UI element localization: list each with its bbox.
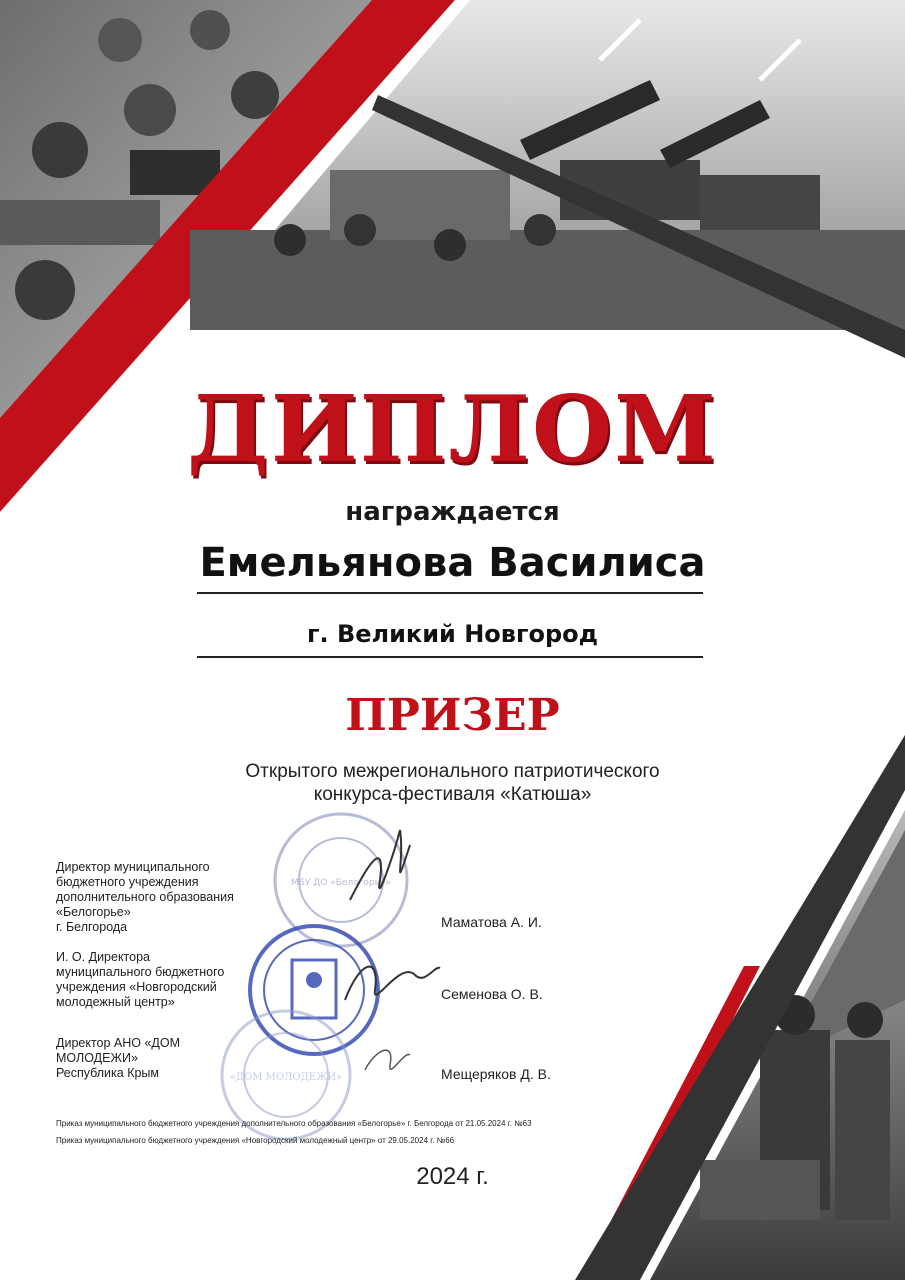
official-seal: [275, 814, 407, 946]
position-line: молодежный центр»: [56, 995, 175, 1009]
signatory-name: Маматова А. И.: [441, 914, 542, 930]
position-line: учреждения «Новгородский: [56, 980, 217, 994]
position-line: муниципального бюджетного: [56, 965, 225, 979]
awarded-text: награждается: [345, 497, 560, 527]
event-line: конкурса-фестиваля «Катюша»: [313, 784, 592, 805]
position-line: «Белогорье»: [56, 905, 131, 919]
recipient-city: г. Великий Новгород: [306, 620, 599, 648]
recipient-name: Емельянова Василиса: [199, 540, 706, 586]
signatory-name: Мещеряков Д. В.: [441, 1066, 551, 1082]
position-line: Директор муниципального: [56, 860, 210, 874]
event-line: Открытого межрегионального патриотического: [245, 761, 660, 782]
stamp-text: «ДОМ МОЛОДЕЖИ»: [229, 1072, 343, 1083]
signatory-name: Семенова О. В.: [441, 986, 543, 1002]
position-line: дополнительного образования: [56, 890, 234, 904]
position-line: И. О. Директора: [56, 950, 151, 964]
signature: [350, 830, 410, 900]
signature: [345, 967, 440, 1000]
position-line: Директор АНО «ДОМ: [56, 1036, 181, 1050]
diploma-year: 2024 г.: [416, 1163, 489, 1190]
position-line: г. Белгорода: [56, 920, 128, 934]
order-reference: Приказ муниципального бюджетного учреждения «Новгородский молодежный центр» от 29.05.2024 г. №66: [56, 1136, 455, 1145]
position-line: бюджетного учреждения: [56, 875, 199, 889]
signature: [365, 1050, 410, 1070]
order-reference: Приказ муниципального бюджетного учреждения дополнительного образования «Белогорье» г. Белгорода от 21.05.2024 г. №63: [56, 1119, 532, 1128]
position-line: Республика Крым: [56, 1066, 160, 1080]
signatory-position: [56, 950, 276, 1010]
signatory-position: [56, 860, 276, 935]
prize-title: ПРИЗЕР: [345, 690, 560, 741]
position-line: МОЛОДЕЖИ»: [56, 1051, 138, 1065]
stamp-text: МБУ ДО «Белогорье»: [290, 878, 392, 888]
signatory-position: [56, 1036, 276, 1081]
diploma-title: ДИПЛОМ: [187, 375, 718, 483]
